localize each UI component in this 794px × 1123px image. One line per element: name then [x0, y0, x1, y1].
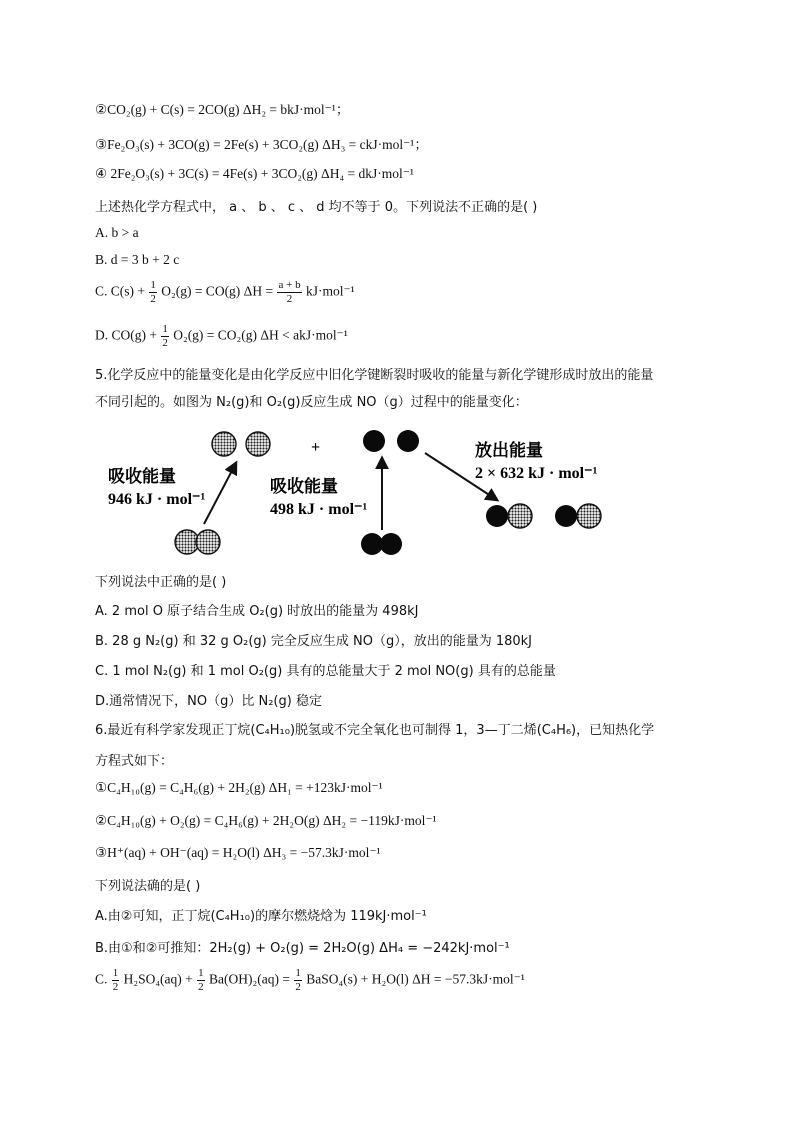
q6-option-b: B.由①和②可推知：2H₂(g) + O₂(g) = 2H₂O(g) ΔH₄ = −242kJ·mol⁻¹ — [95, 941, 510, 956]
n2-molecule-atom — [196, 530, 220, 554]
no-molecule-n-atom — [577, 504, 601, 528]
half-fraction: $\frac{1}{2}$ — [112, 967, 119, 993]
q4-option-c-prefix: C. C(s) + — [95, 283, 145, 299]
q6-ask: 下列说法确的是( ) — [95, 879, 201, 894]
absorb-value-1: 946 kJ · mol⁻¹ — [108, 491, 206, 508]
no-molecule-o-atom — [555, 505, 577, 527]
q5-stem-line2: 不同引起的。如图为 N₂(g)和 O₂(g)反应生成 NO（g）过程中的能量变化： — [95, 395, 528, 410]
oxygen-atom — [363, 430, 385, 452]
q6-equation-1: ①C₄H₁₀(g) = C₄H₆(g) + 2H₂(g) ΔH₁ = +123kJ·mol⁻¹ — [95, 780, 383, 795]
equation-4: ④ 2Fe₂O₃(s) + 3C(s) = 4Fe(s) + 3CO₂(g) ΔH₄ = dkJ·mol⁻¹ — [95, 166, 414, 181]
q4-option-d-prefix: D. CO(g) + — [95, 327, 157, 343]
arrow-n2-break — [204, 463, 236, 524]
absorb-label-1: 吸收能量 — [108, 467, 176, 487]
oxygen-atom — [397, 430, 419, 452]
q4-stem: 上述热化学方程式中， a 、 b 、 c 、 d 均不等于 0。下列说法不正确的是( ) — [95, 200, 538, 215]
q6-option-c — [95, 968, 525, 993]
q6-stem-line1: 6.最近有科学家发现正丁烷(C₄H₁₀)脱氢或不完全氧化也可制得 1，3—丁二烯(C₄H₆)，已知热化学 — [95, 723, 655, 738]
energy-diagram — [100, 420, 620, 565]
plus-sign: + — [311, 439, 321, 456]
nitrogen-atom — [212, 432, 236, 456]
q4-option-c-suffix: kJ·mol⁻¹ — [305, 283, 355, 299]
half-fraction: $\frac{1}{2}$ — [198, 967, 204, 993]
no-molecule-n-atom — [508, 504, 532, 528]
release-label: 放出能量 — [475, 441, 543, 461]
q5-option-d: D.通常情况下，NO（g）比 N₂(g) 稳定 — [95, 694, 322, 709]
q5-stem-line1: 5.化学反应中的能量变化是由化学反应中旧化学键断裂时吸收的能量与新化学键形成时放出的能量 — [95, 368, 654, 383]
ab-fraction: $\frac{a + b}{2}$ — [278, 279, 301, 305]
q6-equation-2: ②C₄H₁₀(g) + O₂(g) = C₄H₆(g) + 2H₂O(g) ΔH₂ = −119kJ·mol⁻¹ — [95, 813, 437, 828]
release-value: 2 × 632 kJ · mol⁻¹ — [475, 465, 598, 482]
q6-equation-3: ③H⁺(aq) + OH⁻(aq) = H₂O(l) ΔH₃ = −57.3kJ·mol⁻¹ — [95, 845, 381, 860]
q4-option-d — [95, 324, 348, 349]
equation-2: ②CO₂(g) + C(s) = 2CO(g) ΔH₂ = bkJ·mol⁻¹； — [95, 102, 350, 117]
no-molecule-o-atom — [486, 505, 508, 527]
o2-molecule-atom — [361, 533, 383, 555]
q4-option-c-mid: O₂(g) = CO(g) ΔH = — [161, 283, 274, 299]
half-fraction: $\frac{1}{2}$ — [295, 967, 301, 993]
q6-stem-line2: 方程式如下： — [95, 754, 174, 769]
q6-option-c-part1: H₂SO₄(aq) + — [123, 971, 193, 987]
q6-option-c-part3: BaSO₄(s) + H₂O(l) ΔH = −57.3kJ·mol⁻¹ — [306, 971, 525, 987]
q4-option-d-suffix: O₂(g) = CO₂(g) ΔH < akJ·mol⁻¹ — [173, 327, 348, 343]
q6-option-c-prefix: C. — [95, 971, 108, 987]
q5-option-b: B. 28 g N₂(g) 和 32 g O₂(g) 完全反应生成 NO（g），放出的能量为 180kJ — [95, 634, 533, 649]
q4-option-c — [95, 280, 355, 305]
absorb-label-2: 吸收能量 — [270, 477, 338, 497]
q6-option-c-part2: Ba(OH)₂(aq) = — [209, 971, 290, 987]
q4-option-a: A. b > a — [95, 225, 139, 240]
q6-option-a: A.由②可知，正丁烷(C₄H₁₀)的摩尔燃烧焓为 119kJ·mol⁻¹ — [95, 909, 427, 924]
half-fraction: $\frac{1}{2}$ — [162, 323, 168, 349]
nitrogen-atom — [246, 432, 270, 456]
absorb-value-2: 498 kJ · mol⁻¹ — [270, 501, 368, 518]
equation-3: ③Fe₂O₃(s) + 3CO(g) = 2Fe(s) + 3CO₂(g) ΔH₃ = ckJ·mol⁻¹； — [95, 137, 428, 152]
half-fraction: $\frac{1}{2}$ — [150, 279, 156, 305]
q5-option-a: A. 2 mol O 原子结合生成 O₂(g) 时放出的能量为 498kJ — [95, 604, 419, 619]
q4-option-b: B. d = 3 b + 2 c — [95, 252, 180, 267]
q5-option-c: C. 1 mol N₂(g) 和 1 mol O₂(g) 具有的总能量大于 2 mol NO(g) 具有的总能量 — [95, 664, 556, 679]
o2-molecule-atom — [380, 533, 402, 555]
q5-ask: 下列说法中正确的是( ) — [95, 575, 227, 590]
energy-diagram-svg — [100, 420, 620, 565]
